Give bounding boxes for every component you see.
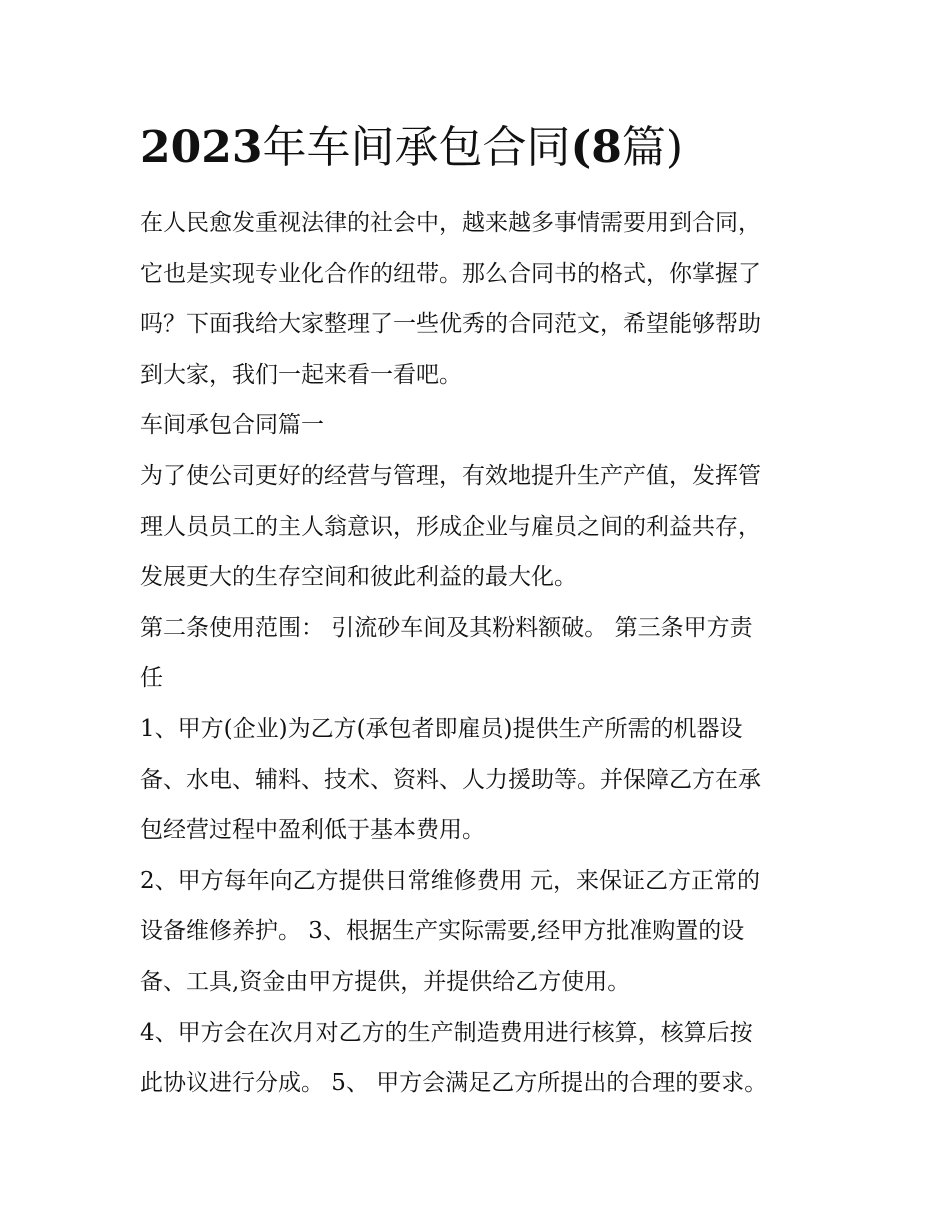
body-line: 在人民愈发重视法律的社会中，越来越多事情需要用到合同， <box>140 210 761 236</box>
body-line: 此协议进行分成。 5、 甲方会满足乙方所提出的合理的要求。 <box>140 1070 768 1097</box>
body-line: 备、工具,资金由甲方提供，并提供给乙方使用。 <box>140 968 631 995</box>
body-line: 第二条使用范围： 引流砂车间及其粉料额破。 第三条甲方责 <box>140 614 753 641</box>
body-line: 发展更大的生存空间和彼此利益的最大化。 <box>140 564 577 591</box>
body-line: 2、甲方每年向乙方提供日常维修费用 元，来保证乙方正常的 <box>140 867 760 894</box>
body-line: 设备维修养护。 3、根据生产实际需要,经甲方批准购置的设 <box>140 918 745 945</box>
document-body <box>140 198 820 1109</box>
section-heading: 车间承包合同篇一 <box>140 412 324 439</box>
body-line: 它也是实现专业化合作的纽带。那么合同书的格式，你掌握了 <box>140 260 761 287</box>
body-line: 任 <box>140 665 163 692</box>
body-line: 为了使公司更好的经营与管理，有效地提升生产产值，发挥管 <box>140 462 761 489</box>
body-line: 4、甲方会在次月对乙方的生产制造费用进行核算，核算后按 <box>140 1019 753 1046</box>
title-count: (8 <box>570 122 622 173</box>
title-text: 年车间承包合同 <box>262 122 571 173</box>
body-line: 备、水电、辅料、技术、资料、人力援助等。并保障乙方在承 <box>140 766 761 793</box>
body-line: 吗？下面我给大家整理了一些优秀的合同范文，希望能够帮助 <box>140 311 761 338</box>
body-line: 理人员员工的主人翁意识，形成企业与雇员之间的利益共存， <box>140 513 761 540</box>
title-year: 2023 <box>140 122 263 173</box>
body-line: 包经营过程中盈利低于基本费用。 <box>140 817 485 844</box>
page-title <box>140 118 840 178</box>
body-line: 到大家，我们一起来看一看吧。 <box>140 361 462 388</box>
title-tail: 篇) <box>621 122 684 173</box>
body-line: 1、甲方(企业)为乙方(承包者即雇员)提供生产所需的机器设 <box>140 715 743 742</box>
